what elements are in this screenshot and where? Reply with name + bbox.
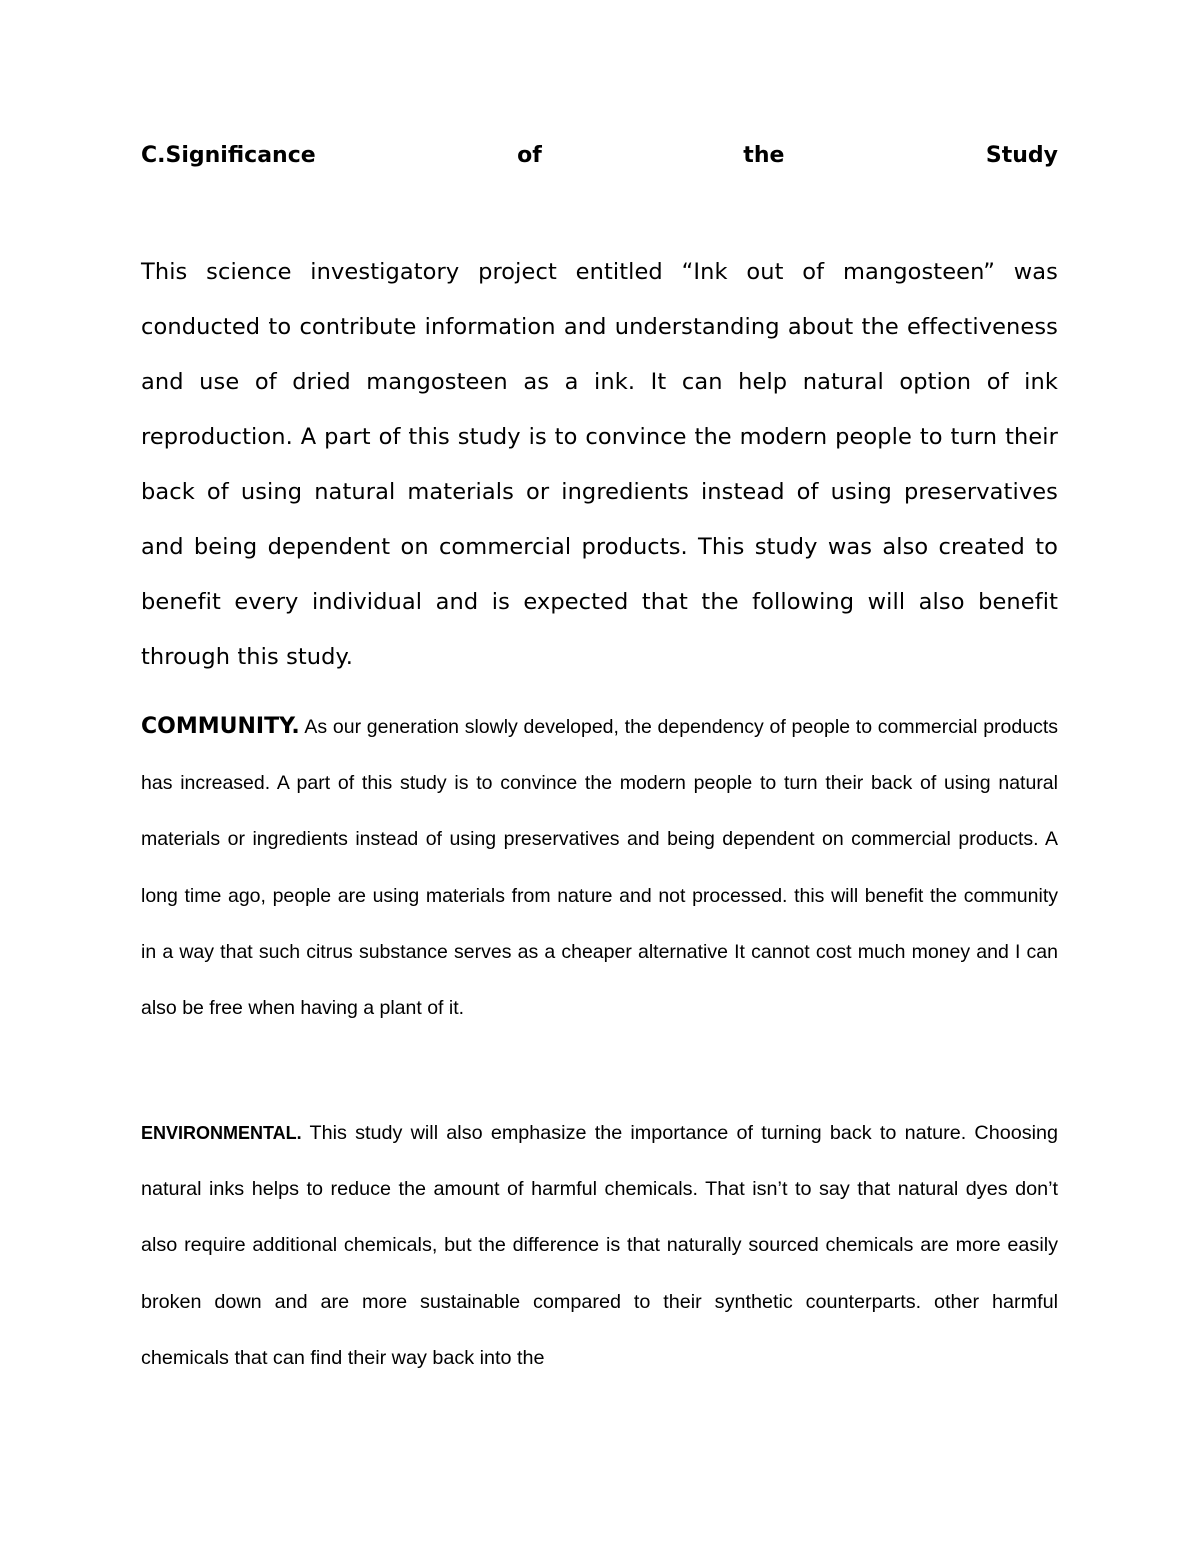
heading-word: C.Significance	[141, 143, 316, 168]
environmental-label: ENVIRONMENTAL.	[141, 1123, 302, 1143]
heading-word: Study	[985, 143, 1058, 168]
intro-paragraph: This science investigatory project entitled “Ink out of mangosteen” was conducted to contribute information and understanding about the effectiveness and use of dried mangosteen as a ink. It can help natural option of ink reproduction. A part of this study is to convince the modern people to turn their back of using natural materials or ingredients instead of using preservatives and being dependent on commercial products. This study was also created to benefit every individual and is expected that the following will also benefit through this study.	[141, 259, 1058, 670]
heading-word: of	[517, 143, 542, 168]
community-label: COMMUNITY.	[141, 714, 300, 739]
section-heading	[141, 138, 1058, 174]
heading-word: the	[743, 143, 785, 168]
environmental-paragraph	[141, 1105, 1058, 1386]
environmental-text: This study will also emphasize the importance of turning back to nature. Choosing natural inks helps to reduce the amount of harmful chemicals. That isn’t to say that natural dyes don’t also require additional chemicals, but the difference is that naturally sourced chemicals are more easily broken down and are more sustainable compared to their synthetic counterparts. other harmful chemicals that can find their way back into the	[141, 1122, 1058, 1369]
community-paragraph	[141, 699, 1058, 1036]
community-text: As our generation slowly developed, the dependency of people to commercial products has increased. A part of this study is to convince the modern people to turn their back of using natural materials or ingredients instead of using preservatives and being dependent on commercial products. A long time ago, people are using materials from nature and not processed. this will benefit the community in a way that such citrus substance serves as a cheaper alternative It cannot cost much money and I can also be free when having a plant of it.	[141, 716, 1058, 1020]
